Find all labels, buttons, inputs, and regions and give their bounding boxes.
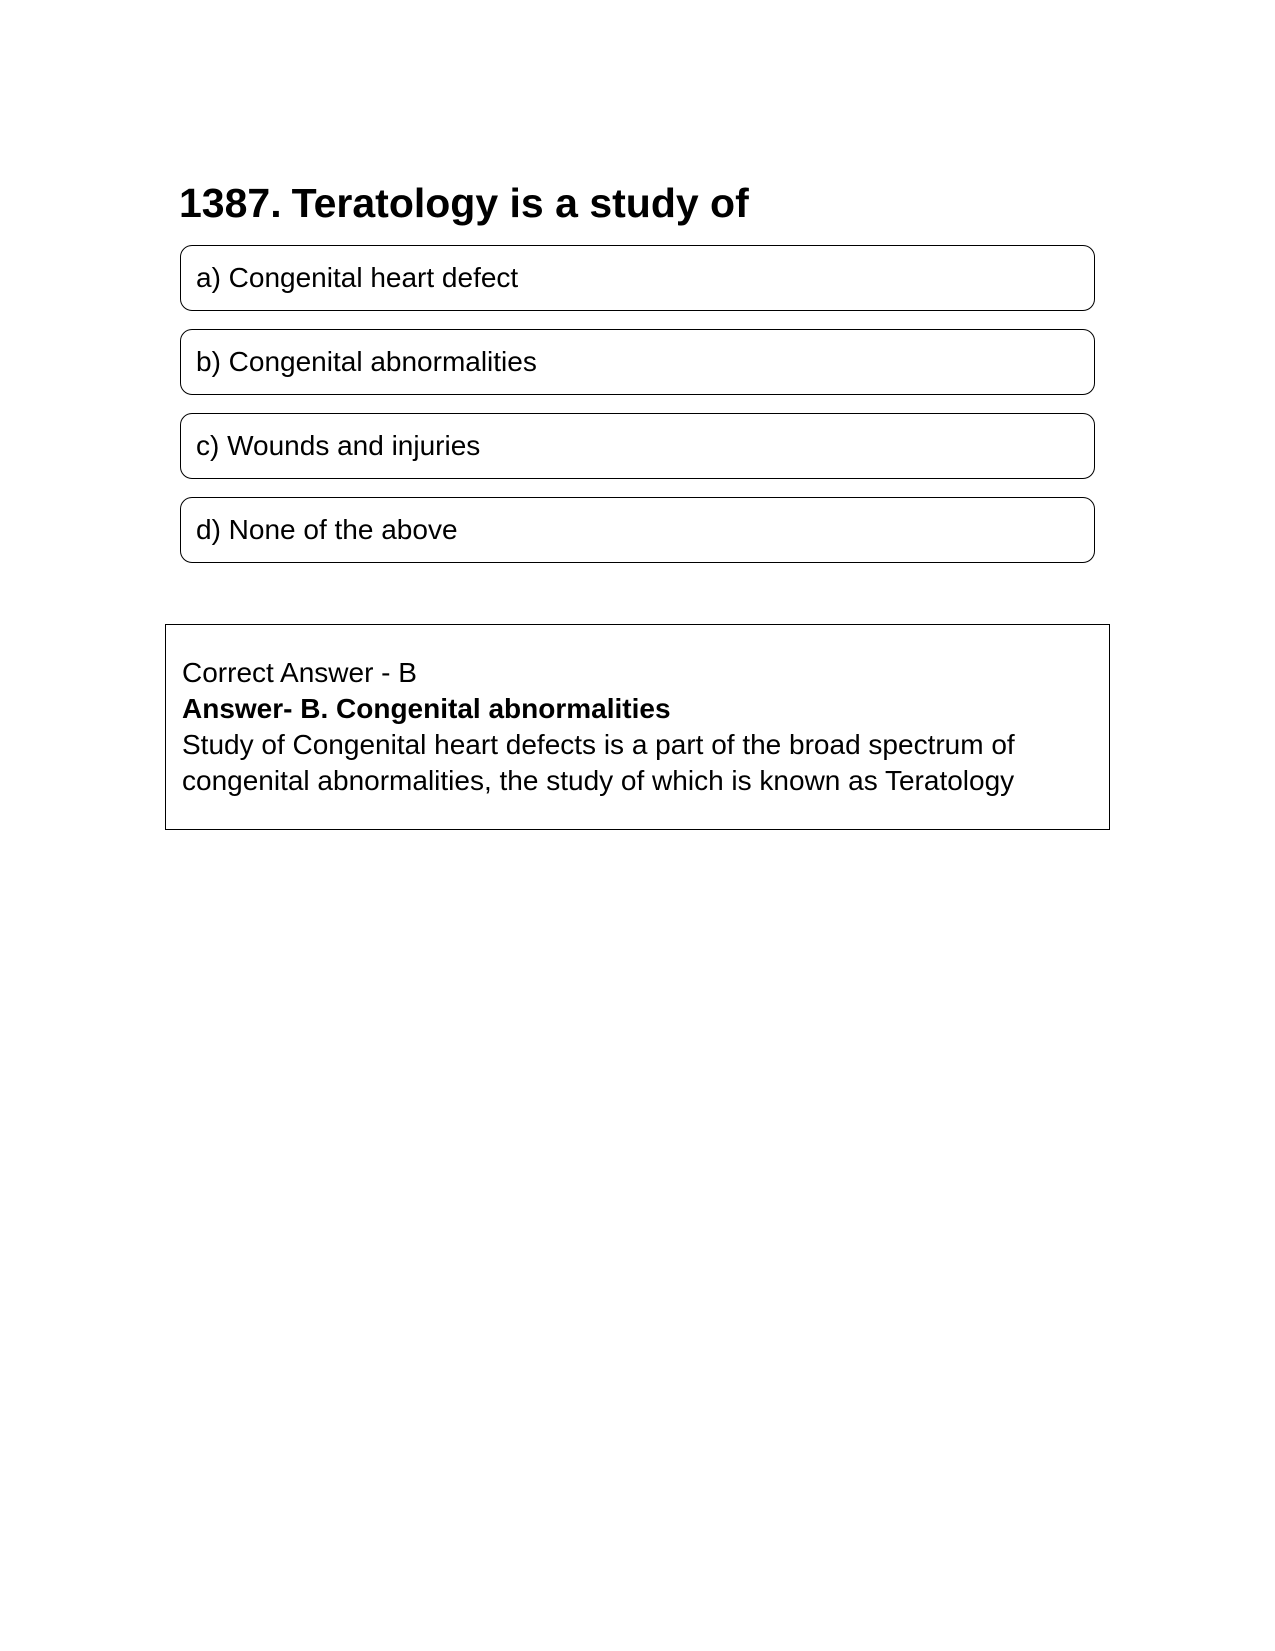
correct-answer-line: Correct Answer - B	[182, 657, 417, 688]
option-d-label: d) None of the above	[196, 514, 458, 545]
answer-heading: Answer- B. Congenital abnormalities	[182, 693, 671, 724]
question-text: Teratology is a study of	[291, 180, 749, 226]
option-c[interactable]	[180, 413, 1095, 479]
option-b-label: b) Congenital abnormalities	[196, 346, 537, 377]
explanation-line-2: congenital abnormalities, the study of which is known as Teratology	[182, 765, 1015, 796]
option-a[interactable]	[180, 245, 1095, 311]
question-number: 1387.	[179, 180, 282, 226]
option-d[interactable]	[180, 497, 1095, 563]
answer-box	[165, 624, 1110, 830]
option-c-label: c) Wounds and injuries	[196, 430, 481, 461]
question-title	[179, 178, 749, 228]
option-b[interactable]	[180, 329, 1095, 395]
option-a-label: a) Congenital heart defect	[196, 262, 519, 293]
explanation-line-1: Study of Congenital heart defects is a part of the broad spectrum of	[182, 729, 1015, 760]
